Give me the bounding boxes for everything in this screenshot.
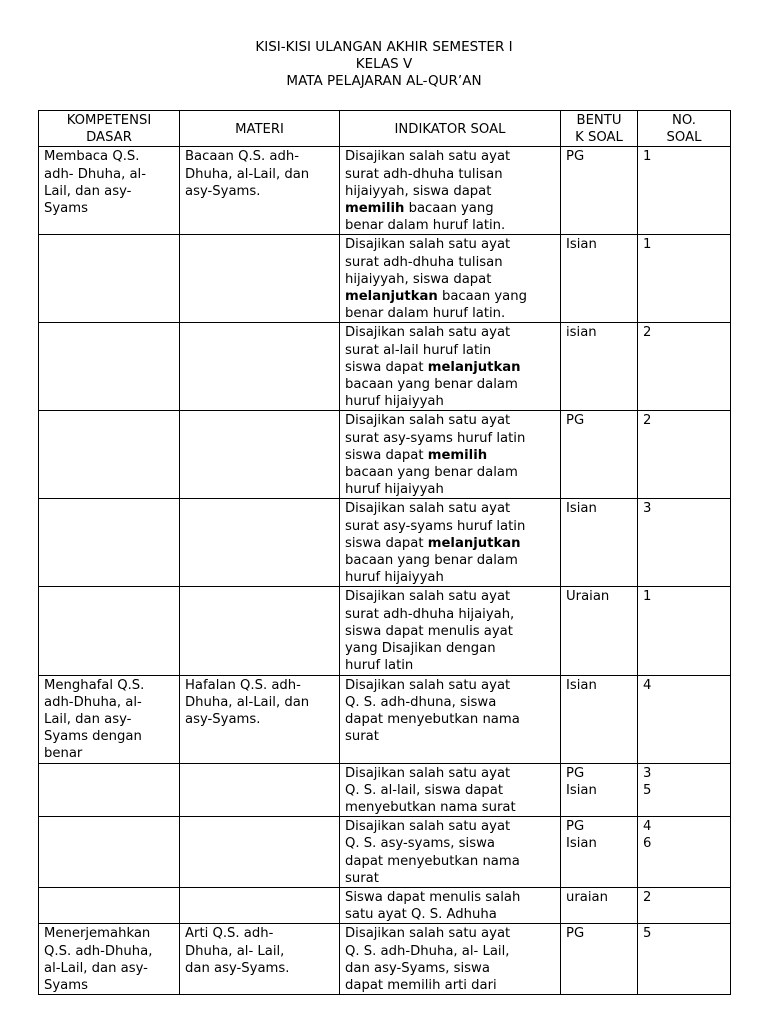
cell-line <box>345 925 555 942</box>
text-segment: Disajikan salah satu ayat <box>345 926 511 942</box>
cell-indikator-soal <box>340 675 561 763</box>
cell-line <box>345 324 555 341</box>
cell-line: 5 <box>643 782 652 798</box>
cell-line: Syams <box>44 977 88 993</box>
text-segment: Siswa dapat menulis salah <box>345 889 521 905</box>
text-segment: surat al-lail huruf latin <box>345 342 492 358</box>
cell-kompetensi-dasar <box>39 763 180 817</box>
cell-bentuk-soal <box>561 323 638 411</box>
emphasis-text: memilih <box>345 201 405 217</box>
cell-bentuk-soal <box>561 411 638 499</box>
cell-line <box>345 606 555 623</box>
cell-line <box>345 799 555 816</box>
cell-line <box>345 166 555 183</box>
text-segment: surat adh-dhuha tulisan <box>345 166 503 182</box>
text-segment: bacaan yang benar dalam <box>345 465 518 481</box>
text-segment: Disajikan salah satu ayat <box>345 237 511 253</box>
cell-line <box>345 535 555 552</box>
cell-line: Lail, dan asy- <box>44 183 132 199</box>
cell-materi <box>180 763 340 817</box>
header-materi <box>180 111 340 147</box>
cell-bentuk-soal <box>561 763 638 817</box>
text-segment: siswa dapat <box>345 535 428 551</box>
cell-line: PG <box>566 413 585 429</box>
cell-line <box>345 765 555 782</box>
text-segment: dapat menyebutkan nama <box>345 711 520 727</box>
cell-no-soal <box>638 675 731 763</box>
text-segment: siswa dapat <box>345 447 428 463</box>
cell-line: Isian <box>566 237 597 253</box>
text-segment: siswa dapat menulis ayat <box>345 623 513 639</box>
cell-line <box>345 977 555 994</box>
cell-no-soal <box>638 817 731 888</box>
cell-materi <box>180 817 340 888</box>
table-row <box>39 147 731 235</box>
text-segment: Disajikan salah satu ayat <box>345 677 511 693</box>
text-segment: menyebutkan nama surat <box>345 799 516 815</box>
cell-indikator-soal <box>340 817 561 888</box>
text-segment: Q. S. adh-Dhuha, al- Lail, <box>345 943 510 959</box>
header-line: KOMPETENSI <box>66 113 152 128</box>
cell-line <box>345 711 555 728</box>
cell-kompetensi-dasar <box>39 587 180 675</box>
cell-line: Uraian <box>566 589 610 605</box>
cell-line <box>345 518 555 535</box>
emphasis-text: melanjutkan <box>427 359 521 375</box>
table-row <box>39 887 731 923</box>
cell-line <box>345 677 555 694</box>
text-segment: surat asy-syams huruf latin <box>345 430 526 446</box>
text-segment: dapat menyebutkan nama <box>345 853 520 869</box>
cell-indikator-soal <box>340 499 561 587</box>
cell-materi <box>180 587 340 675</box>
cell-kompetensi-dasar <box>39 147 180 235</box>
cell-line: uraian <box>566 889 608 905</box>
cell-line <box>345 464 555 481</box>
text-segment: bacaan yang <box>404 201 494 217</box>
cell-line <box>345 906 555 923</box>
cell-line: 1 <box>643 237 652 253</box>
cell-line <box>345 889 555 906</box>
cell-materi <box>180 147 340 235</box>
cell-no-soal <box>638 323 731 411</box>
table-row <box>39 235 731 323</box>
header-bentuk-soal <box>561 111 638 147</box>
header-line: BENTU <box>576 113 622 128</box>
cell-no-soal <box>638 763 731 817</box>
emphasis-text: memilih <box>427 447 488 463</box>
cell-line: Q.S. adh-Dhuha, <box>44 943 153 959</box>
cell-indikator-soal <box>340 587 561 675</box>
cell-line <box>345 288 555 305</box>
cell-line: PG <box>566 926 585 942</box>
title-line: MATA PELAJARAN AL-QUR’AN <box>286 73 482 89</box>
cell-no-soal <box>638 147 731 235</box>
header-line: SOAL <box>666 130 702 146</box>
cell-no-soal <box>638 499 731 587</box>
cell-line <box>345 359 555 376</box>
text-segment: siswa dapat <box>345 359 428 375</box>
cell-line: 2 <box>643 413 652 429</box>
cell-materi <box>180 887 340 923</box>
text-segment: Q. S. adh-dhuna, siswa <box>345 694 497 710</box>
cell-line: 6 <box>643 836 652 852</box>
cell-line <box>345 412 555 429</box>
text-segment: bacaan yang benar dalam <box>345 377 518 393</box>
cell-line <box>345 430 555 447</box>
cell-line <box>345 305 555 322</box>
table-row <box>39 587 731 675</box>
cell-line: benar <box>44 746 83 762</box>
cell-line: Dhuha, al-Lail, dan <box>185 694 310 710</box>
cell-line: 4 <box>643 677 652 693</box>
text-segment: Q. S. asy-syams, siswa <box>345 836 495 852</box>
header-row <box>39 111 731 147</box>
cell-indikator-soal <box>340 763 561 817</box>
text-segment: huruf hijaiyyah <box>345 394 444 410</box>
cell-line: 1 <box>643 149 652 165</box>
cell-line: adh-Dhuha, al- <box>44 694 142 710</box>
title-line: KELAS V <box>355 56 413 72</box>
cell-bentuk-soal <box>561 924 638 995</box>
cell-line: Hafalan Q.S. adh- <box>185 677 301 693</box>
cell-no-soal <box>638 411 731 499</box>
cell-line: PG <box>566 765 585 781</box>
cell-indikator-soal <box>340 323 561 411</box>
cell-indikator-soal <box>340 411 561 499</box>
text-segment: yang Disajikan dengan <box>345 641 496 657</box>
cell-line: Dhuha, al- Lail, <box>185 943 285 959</box>
header-line: MATERI <box>235 121 284 137</box>
cell-line <box>345 569 555 586</box>
cell-no-soal <box>638 924 731 995</box>
table-row <box>39 499 731 587</box>
cell-line <box>345 447 555 464</box>
cell-materi <box>180 675 340 763</box>
cell-line: 2 <box>643 889 652 905</box>
cell-line: Isian <box>566 836 597 852</box>
cell-line: Isian <box>566 501 597 517</box>
cell-line: asy-Syams. <box>185 183 261 199</box>
table-row <box>39 323 731 411</box>
cell-line: PG <box>566 819 585 835</box>
cell-line: asy-Syams. <box>185 711 261 727</box>
document-title <box>0 38 768 89</box>
cell-line: Arti Q.S. adh- <box>185 926 274 942</box>
text-segment: surat <box>345 729 379 745</box>
cell-line: Syams dengan <box>44 729 142 745</box>
cell-line <box>345 236 555 253</box>
cell-line <box>345 552 555 569</box>
header-no-soal <box>638 111 731 147</box>
cell-line <box>345 623 555 640</box>
cell-line <box>345 376 555 393</box>
cell-indikator-soal <box>340 924 561 995</box>
text-segment: Disajikan salah satu ayat <box>345 413 511 429</box>
cell-line: Menerjemahkan <box>44 926 151 942</box>
cell-indikator-soal <box>340 235 561 323</box>
cell-line: Syams <box>44 201 88 217</box>
cell-line: Bacaan Q.S. adh- <box>185 149 299 165</box>
text-segment: surat <box>345 870 379 886</box>
cell-line <box>345 183 555 200</box>
cell-line: Isian <box>566 782 597 798</box>
cell-indikator-soal <box>340 887 561 923</box>
cell-line: dan asy-Syams. <box>185 960 290 976</box>
cell-line <box>345 782 555 799</box>
title-line: KISI-KISI ULANGAN AKHIR SEMESTER I <box>255 39 513 55</box>
text-segment: dan asy-Syams, siswa <box>345 960 490 976</box>
cell-line <box>345 148 555 165</box>
cell-line: PG <box>566 149 585 165</box>
cell-bentuk-soal <box>561 587 638 675</box>
cell-kompetensi-dasar <box>39 235 180 323</box>
cell-materi <box>180 411 340 499</box>
cell-bentuk-soal <box>561 675 638 763</box>
text-segment: satu ayat Q. S. Adhuha <box>345 907 497 923</box>
cell-line: Dhuha, al-Lail, dan <box>185 166 310 182</box>
cell-materi <box>180 924 340 995</box>
cell-line: Lail, dan asy- <box>44 711 132 727</box>
cell-materi <box>180 235 340 323</box>
text-segment: Disajikan salah satu ayat <box>345 501 511 517</box>
text-segment: hijaiyyah, siswa dapat <box>345 183 492 199</box>
cell-line <box>345 694 555 711</box>
cell-line <box>345 342 555 359</box>
cell-line <box>345 500 555 517</box>
text-segment: huruf hijaiyyah <box>345 482 444 498</box>
emphasis-text: melanjutkan <box>345 289 438 305</box>
text-segment: huruf latin <box>345 658 414 674</box>
text-segment: surat asy-syams huruf latin <box>345 518 526 534</box>
text-segment: benar dalam huruf latin. <box>345 306 506 322</box>
cell-line <box>345 254 555 271</box>
cell-line <box>345 588 555 605</box>
cell-line: Isian <box>566 677 597 693</box>
text-segment: benar dalam huruf latin. <box>345 218 506 234</box>
text-segment: Disajikan salah satu ayat <box>345 149 511 165</box>
cell-line: 3 <box>643 501 652 517</box>
table-row <box>39 763 731 817</box>
cell-kompetensi-dasar <box>39 411 180 499</box>
header-indikator-soal <box>340 111 561 147</box>
cell-line: 4 <box>643 819 652 835</box>
cell-line: 3 <box>643 765 652 781</box>
header-line: K SOAL <box>575 130 623 146</box>
emphasis-text: melanjutkan <box>427 535 521 551</box>
cell-kompetensi-dasar <box>39 499 180 587</box>
cell-line <box>345 818 555 835</box>
cell-line: Membaca Q.S. <box>44 149 140 165</box>
table-row <box>39 675 731 763</box>
cell-materi <box>180 323 340 411</box>
cell-kompetensi-dasar <box>39 924 180 995</box>
cell-line <box>345 217 555 234</box>
cell-line <box>345 870 555 887</box>
cell-line <box>345 960 555 977</box>
text-segment: Disajikan salah satu ayat <box>345 765 511 781</box>
cell-line <box>345 835 555 852</box>
cell-bentuk-soal <box>561 817 638 888</box>
cell-bentuk-soal <box>561 887 638 923</box>
table-row <box>39 924 731 995</box>
cell-line <box>345 393 555 410</box>
cell-kompetensi-dasar <box>39 817 180 888</box>
cell-line <box>345 853 555 870</box>
cell-line: 1 <box>643 589 652 605</box>
cell-line <box>345 271 555 288</box>
cell-line: al-Lail, dan asy- <box>44 960 148 976</box>
header-kompetensi-dasar <box>39 111 180 147</box>
text-segment: Disajikan salah satu ayat <box>345 589 511 605</box>
cell-no-soal <box>638 235 731 323</box>
text-segment: Disajikan salah satu ayat <box>345 819 511 835</box>
cell-line <box>345 943 555 960</box>
cell-line <box>345 728 555 745</box>
header-line: DASAR <box>86 130 132 146</box>
text-segment: surat adh-dhuha tulisan <box>345 254 503 270</box>
cell-kompetensi-dasar <box>39 887 180 923</box>
table-row <box>39 411 731 499</box>
cell-line <box>345 640 555 657</box>
text-segment: Q. S. al-lail, siswa dapat <box>345 782 504 798</box>
cell-line: Menghafal Q.S. <box>44 677 145 693</box>
cell-bentuk-soal <box>561 499 638 587</box>
kisi-kisi-table <box>38 110 731 995</box>
cell-line <box>345 200 555 217</box>
header-line: NO. <box>672 113 696 128</box>
cell-line <box>345 481 555 498</box>
text-segment: surat adh-dhuha hijaiyah, <box>345 606 515 622</box>
text-segment: bacaan yang benar dalam <box>345 553 518 569</box>
cell-materi <box>180 499 340 587</box>
cell-line: 5 <box>643 926 652 942</box>
table-body <box>39 147 731 995</box>
cell-line: adh- Dhuha, al- <box>44 166 146 182</box>
header-line: INDIKATOR SOAL <box>394 121 506 137</box>
text-segment: huruf hijaiyyah <box>345 570 444 586</box>
cell-line <box>345 657 555 674</box>
cell-bentuk-soal <box>561 235 638 323</box>
text-segment: Disajikan salah satu ayat <box>345 325 511 341</box>
cell-indikator-soal <box>340 147 561 235</box>
cell-no-soal <box>638 587 731 675</box>
text-segment: hijaiyyah, siswa dapat <box>345 271 492 287</box>
text-segment: bacaan yang <box>437 289 527 305</box>
cell-kompetensi-dasar <box>39 675 180 763</box>
cell-bentuk-soal <box>561 147 638 235</box>
table-row <box>39 817 731 888</box>
cell-line: 2 <box>643 325 652 341</box>
cell-no-soal <box>638 887 731 923</box>
cell-kompetensi-dasar <box>39 323 180 411</box>
text-segment: dapat memilih arti dari <box>345 977 497 993</box>
cell-line: isian <box>566 325 597 341</box>
